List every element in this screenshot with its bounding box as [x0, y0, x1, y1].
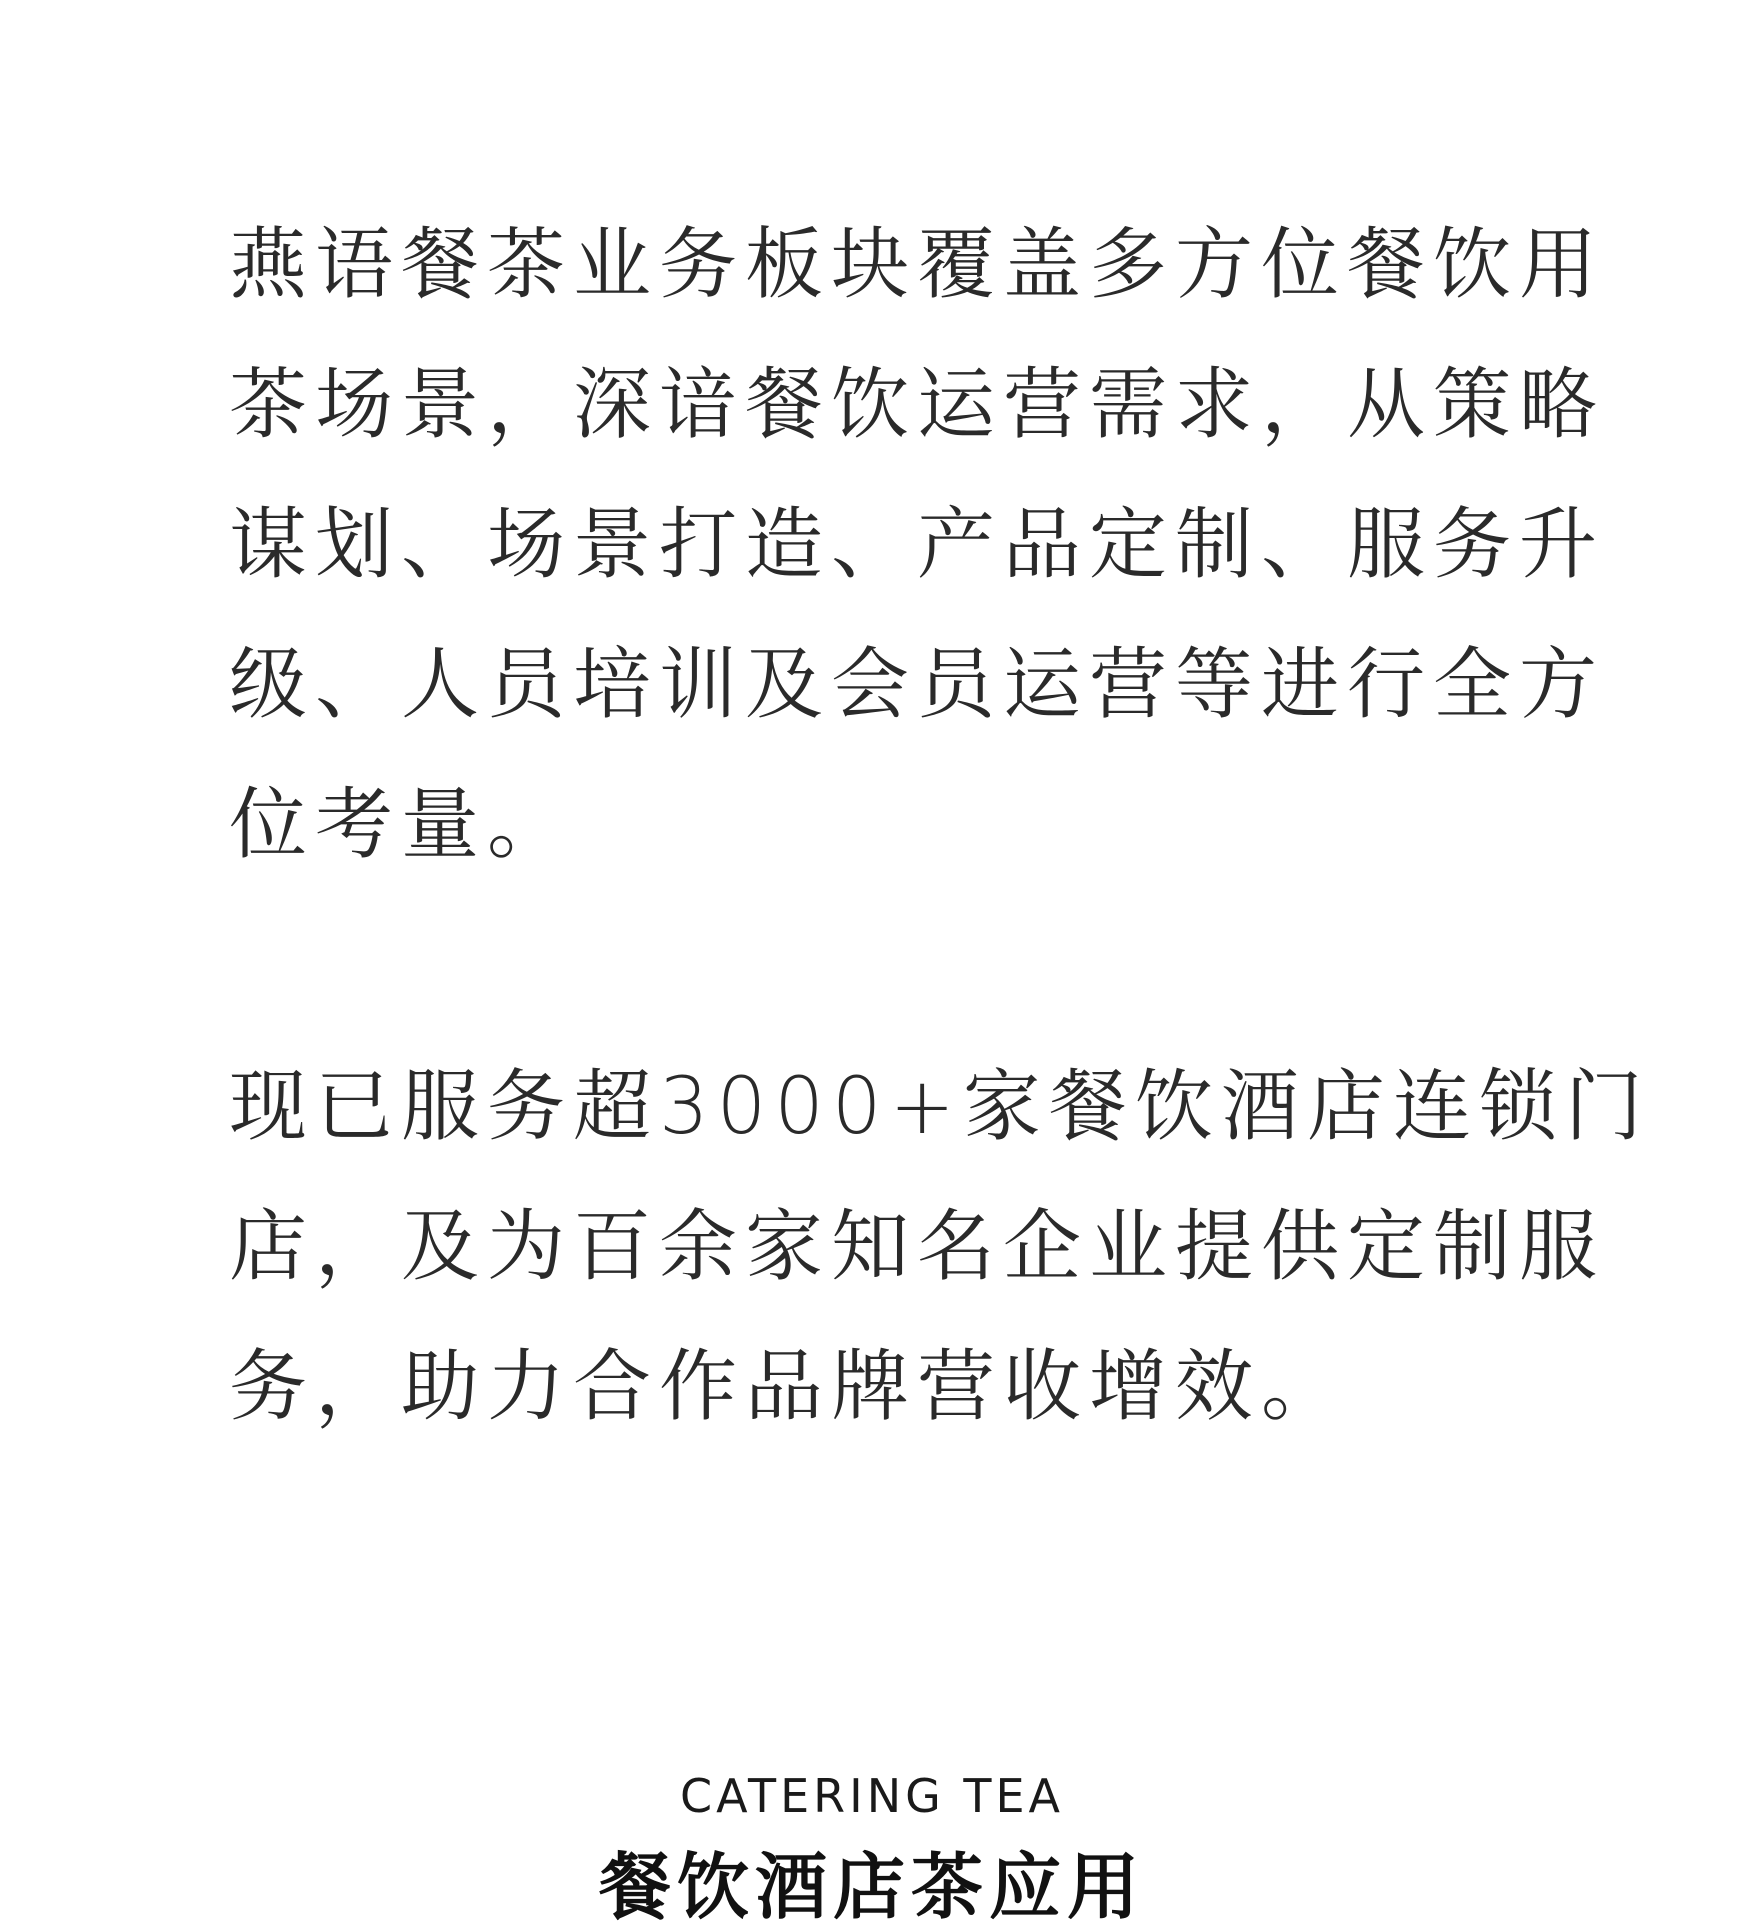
service-paragraph — [229, 1037, 1651, 1457]
intro-line: 位考量。 — [229, 780, 574, 870]
intro-line: 燕语餐茶业务板块覆盖多方位餐饮用 — [229, 220, 1606, 310]
intro-line: 茶场景，深谙餐饮运营需求，从策略 — [229, 360, 1606, 450]
section-title: 餐饮酒店茶应用 — [598, 1845, 1145, 1929]
service-line: 店，及为百余家知名企业提供定制服 — [229, 1202, 1606, 1292]
service-line: 务，助力合作品牌营收增效。 — [229, 1342, 1348, 1432]
section-subtitle: CATERING TEA — [679, 1769, 1064, 1823]
intro-paragraph — [229, 195, 1606, 895]
intro-line: 级、人员培训及会员运营等进行全方 — [229, 640, 1606, 730]
service-line: 现已服务超3000+家餐饮酒店连锁门 — [229, 1062, 1651, 1152]
intro-line: 谋划、场景打造、产品定制、服务升 — [229, 500, 1606, 590]
